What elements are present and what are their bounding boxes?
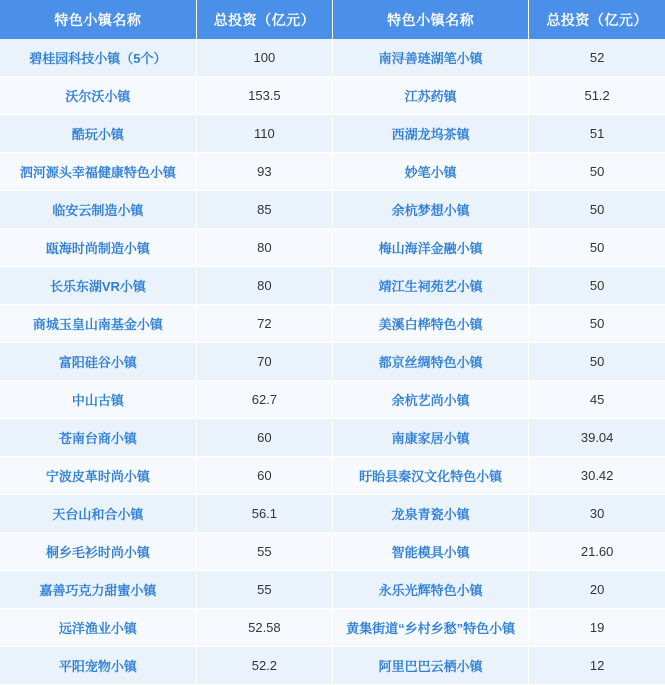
town-name-cell: 永乐光辉特色小镇 [332,571,528,609]
investment-cell: 60 [196,419,332,457]
town-name-cell: 中山古镇 [0,381,196,419]
table-row [0,77,665,115]
town-name-cell: 沃尔沃小镇 [0,77,196,115]
town-name-cell: 黄集街道“乡村乡愁”特色小镇 [332,609,528,647]
town-name-cell: 余杭梦想小镇 [332,191,528,229]
investment-cell: 12 [529,647,665,685]
table-row [0,229,665,267]
table-row [0,343,665,381]
town-name-cell: 妙笔小镇 [332,153,528,191]
investment-cell: 51.2 [529,77,665,115]
investment-cell: 21.60 [529,533,665,571]
town-name-cell: 远洋渔业小镇 [0,609,196,647]
investment-cell: 52.2 [196,647,332,685]
column-header-investment-left: 总投资（亿元） [196,0,332,39]
town-name-cell: 嘉善巧克力甜蜜小镇 [0,571,196,609]
table-row [0,191,665,229]
investment-cell: 55 [196,533,332,571]
investment-cell: 20 [529,571,665,609]
table-row [0,39,665,77]
town-name-cell: 富阳硅谷小镇 [0,343,196,381]
investment-cell: 52.58 [196,609,332,647]
table-row [0,533,665,571]
investment-cell: 93 [196,153,332,191]
investment-cell: 50 [529,305,665,343]
investment-cell: 50 [529,229,665,267]
town-name-cell: 阿里巴巴云栖小镇 [332,647,528,685]
town-name-cell: 瓯海时尚制造小镇 [0,229,196,267]
town-name-cell: 靖江生祠苑艺小镇 [332,267,528,305]
investment-cell: 51 [529,115,665,153]
investment-cell: 50 [529,191,665,229]
header-row [0,0,665,39]
town-name-cell: 宁波皮革时尚小镇 [0,457,196,495]
investment-cell: 62.7 [196,381,332,419]
investment-cell: 45 [529,381,665,419]
town-name-cell: 长乐东湖VR小镇 [0,267,196,305]
investment-cell: 30.42 [529,457,665,495]
town-name-cell: 临安云制造小镇 [0,191,196,229]
town-name-cell: 碧桂园科技小镇（5个） [0,39,196,77]
column-header-investment-right: 总投资（亿元） [529,0,665,39]
town-name-cell: 西湖龙坞茶镇 [332,115,528,153]
investment-cell: 100 [196,39,332,77]
town-name-cell: 天台山和合小镇 [0,495,196,533]
column-header-town-name-left: 特色小镇名称 [0,0,196,39]
investment-cell: 50 [529,267,665,305]
investment-cell: 55 [196,571,332,609]
town-name-cell: 商城玉皇山南基金小镇 [0,305,196,343]
investment-cell: 153.5 [196,77,332,115]
town-name-cell: 江苏药镇 [332,77,528,115]
investment-cell: 19 [529,609,665,647]
investment-cell: 85 [196,191,332,229]
investment-cell: 39.04 [529,419,665,457]
investment-cell: 50 [529,343,665,381]
town-name-cell: 智能模具小镇 [332,533,528,571]
column-header-town-name-right: 特色小镇名称 [332,0,528,39]
table-row [0,267,665,305]
town-name-cell: 梅山海洋金融小镇 [332,229,528,267]
investment-cell: 60 [196,457,332,495]
table-row [0,153,665,191]
town-name-cell: 南康家居小镇 [332,419,528,457]
table-row [0,609,665,647]
town-name-cell: 南浔善琏湖笔小镇 [332,39,528,77]
table-row [0,457,665,495]
town-name-cell: 泗河源头幸福健康特色小镇 [0,153,196,191]
investment-cell: 30 [529,495,665,533]
table-body [0,39,665,685]
investment-cell: 70 [196,343,332,381]
investment-cell: 80 [196,229,332,267]
town-name-cell: 苍南台商小镇 [0,419,196,457]
table-row [0,115,665,153]
investment-cell: 50 [529,153,665,191]
investment-cell: 110 [196,115,332,153]
town-name-cell: 美溪白桦特色小镇 [332,305,528,343]
town-name-cell: 都京丝绸特色小镇 [332,343,528,381]
town-name-cell: 平阳宠物小镇 [0,647,196,685]
table-row [0,647,665,685]
table-row [0,381,665,419]
table-row [0,571,665,609]
table-row [0,419,665,457]
town-name-cell: 余杭艺尚小镇 [332,381,528,419]
town-name-cell: 桐乡毛衫时尚小镇 [0,533,196,571]
table-header [0,0,665,39]
town-name-cell: 龙泉青瓷小镇 [332,495,528,533]
investment-cell: 52 [529,39,665,77]
investment-cell: 80 [196,267,332,305]
table-row [0,305,665,343]
investment-cell: 56.1 [196,495,332,533]
investment-cell: 72 [196,305,332,343]
town-name-cell: 盱眙县秦汉文化特色小镇 [332,457,528,495]
town-name-cell: 酷玩小镇 [0,115,196,153]
table-row [0,495,665,533]
